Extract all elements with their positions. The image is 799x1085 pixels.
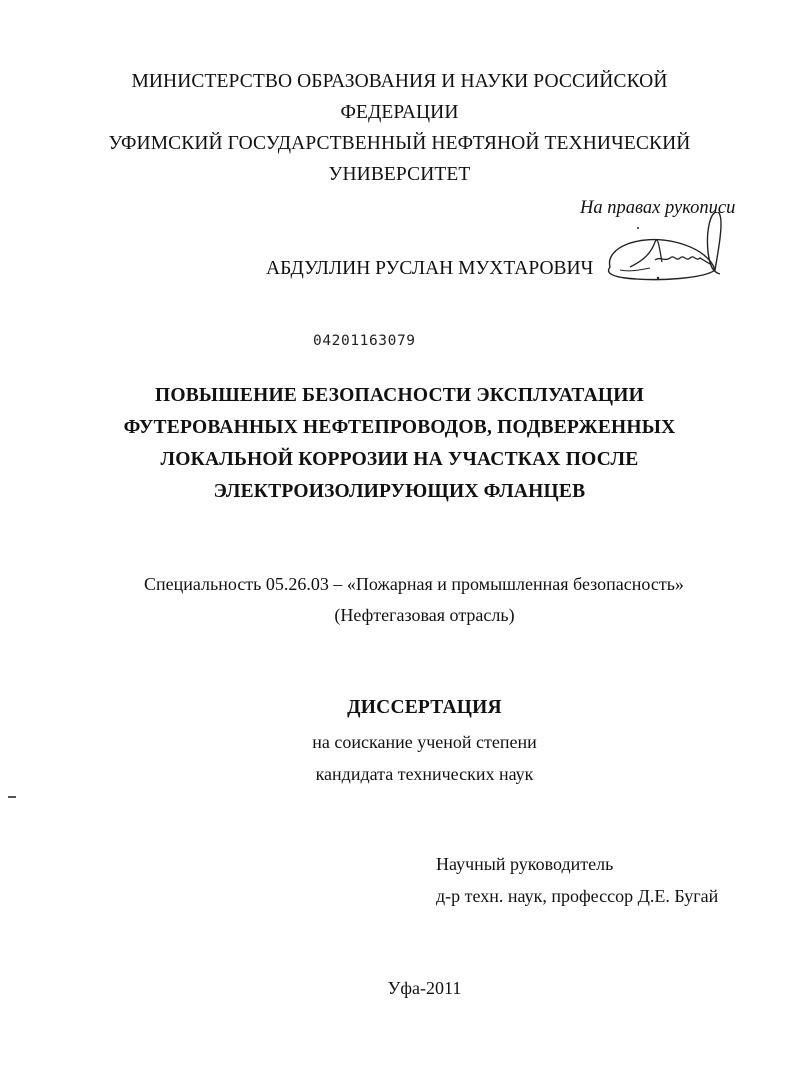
city-year: Уфа-2011 [387,978,462,998]
degree-line-1: на соискание ученой степени [312,732,537,752]
author-name: АБДУЛЛИН РУСЛАН МУХТАРОВИЧ [266,258,594,279]
ministry-line-1: МИНИСТЕРСТВО ОБРАЗОВАНИЯ И НАУКИ РОССИЙСКОЙ [131,71,668,92]
work-type-heading: ДИССЕРТАЦИЯ [347,697,502,718]
degree-line-2: кандидата технических наук [315,764,534,784]
title-line-1: ПОВЫШЕНИЕ БЕЗОПАСНОСТИ ЭКСПЛУАТАЦИИ [154,385,645,406]
scan-artifact [8,796,16,798]
university-line-1: УФИМСКИЙ ГОСУДАРСТВЕННЫЙ НЕФТЯНОЙ ТЕХНИЧЕСКИЙ [108,133,691,154]
specialty-branch: (Нефтегазовая отрасль) [334,605,515,625]
ministry-line-2: ФЕДЕРАЦИИ [340,102,459,123]
university-line-2: УНИВЕРСИТЕТ [328,164,471,185]
supervisor-label: Научный руководитель [436,854,614,874]
manuscript-note: На правах рукописи [580,198,736,218]
title-line-2: ФУТЕРОВАННЫХ НЕФТЕПРОВОДОВ, ПОДВЕРЖЕННЫХ [123,417,676,438]
title-line-4: ЭЛЕКТРОИЗОЛИРУЮЩИХ ФЛАНЦЕВ [213,481,586,502]
specialty-line: Специальность 05.26.03 – «Пожарная и промышленная безопасность» [144,574,684,594]
supervisor-name: д-р техн. наук, профессор Д.Е. Бугай [436,886,719,906]
registration-number: 04201163079 [313,333,416,349]
signature-icon [600,212,750,292]
title-line-3: ЛОКАЛЬНОЙ КОРРОЗИИ НА УЧАСТКАХ ПОСЛЕ [160,449,639,470]
